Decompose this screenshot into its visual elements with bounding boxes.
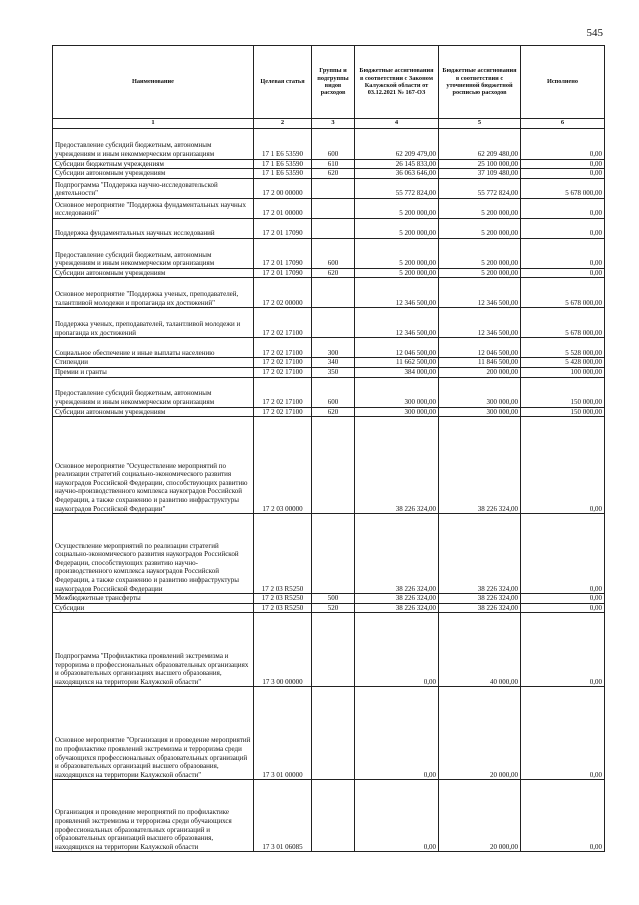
header-groups: Группы и подгруппы видов расходов <box>312 46 355 119</box>
row-target-article: 17 2 03 R5250 <box>254 594 312 604</box>
row-refined-amount: 62 209 480,00 <box>439 128 521 159</box>
row-expense-group: 520 <box>312 603 355 613</box>
row-refined-amount: 11 846 500,00 <box>439 358 521 368</box>
row-name: Предоставление субсидий бюджетным, автономным учреждениям и иным некоммерческим организациям <box>53 238 254 268</box>
table-row <box>53 198 605 218</box>
row-target-article: 17 2 01 17090 <box>254 268 312 278</box>
column-number: 4 <box>355 119 439 129</box>
row-expense-group <box>312 687 355 780</box>
row-refined-amount: 38 226 324,00 <box>439 594 521 604</box>
row-expense-group: 600 <box>312 238 355 268</box>
row-law-amount: 0,00 <box>355 780 439 852</box>
column-number: 5 <box>439 119 521 129</box>
row-refined-amount: 25 100 000,00 <box>439 159 521 169</box>
row-law-amount: 26 145 833,00 <box>355 159 439 169</box>
row-expense-group: 620 <box>312 268 355 278</box>
row-refined-amount: 20 000,00 <box>439 687 521 780</box>
column-number-row <box>53 119 605 129</box>
row-executed-amount: 0,00 <box>521 603 605 613</box>
row-law-amount: 38 226 324,00 <box>355 603 439 613</box>
row-name: Субсидии бюджетным учреждениям <box>53 159 254 169</box>
row-refined-amount: 38 226 324,00 <box>439 603 521 613</box>
row-expense-group: 350 <box>312 367 355 377</box>
row-executed-amount: 0,00 <box>521 128 605 159</box>
table-row <box>53 178 605 198</box>
row-target-article: 17 1 Е6 53590 <box>254 128 312 159</box>
row-executed-amount: 0,00 <box>521 159 605 169</box>
row-refined-amount: 5 200 000,00 <box>439 218 521 238</box>
row-law-amount: 5 200 000,00 <box>355 238 439 268</box>
table-row <box>53 128 605 159</box>
row-executed-amount: 5 678 000,00 <box>521 278 605 308</box>
row-refined-amount: 200 000,00 <box>439 367 521 377</box>
row-executed-amount: 100 000,00 <box>521 367 605 377</box>
row-executed-amount: 5 528 000,00 <box>521 338 605 358</box>
row-target-article: 17 2 02 17100 <box>254 358 312 368</box>
row-refined-amount: 55 772 824,00 <box>439 178 521 198</box>
row-law-amount: 300 000,00 <box>355 377 439 407</box>
row-law-amount: 38 226 324,00 <box>355 417 439 514</box>
table-row <box>53 238 605 268</box>
row-target-article: 17 1 Е6 53590 <box>254 169 312 179</box>
row-expense-group <box>312 514 355 594</box>
row-refined-amount: 37 109 480,00 <box>439 169 521 179</box>
row-target-article: 17 2 03 R5250 <box>254 603 312 613</box>
row-expense-group <box>312 780 355 852</box>
header-row <box>53 46 605 119</box>
row-expense-group <box>312 308 355 338</box>
table-row <box>53 268 605 278</box>
row-refined-amount: 5 200 000,00 <box>439 238 521 268</box>
row-target-article: 17 2 02 17100 <box>254 377 312 407</box>
row-law-amount: 36 063 646,00 <box>355 169 439 179</box>
row-target-article: 17 2 03 00000 <box>254 417 312 514</box>
row-executed-amount: 0,00 <box>521 514 605 594</box>
row-refined-amount: 20 000,00 <box>439 780 521 852</box>
row-name: Стипендии <box>53 358 254 368</box>
table-row <box>53 407 605 417</box>
row-name: Субсидии автономным учреждениям <box>53 407 254 417</box>
header-law: Бюджетные ассигнования в соответствии с Законом Калужской области от 03.12.2021 № 167-ОЗ <box>355 46 439 119</box>
row-refined-amount: 12 046 500,00 <box>439 338 521 358</box>
row-law-amount: 12 046 500,00 <box>355 338 439 358</box>
row-name: Осуществление мероприятий по реализации стратегий социально-экономического развития наукоградов Российской Федерации, способствующих развитию научно-производственного комплекса наукоградов Российской Федерации, а также сохранению и развитию инфраструктуры наукоградов Российской Федерации <box>53 514 254 594</box>
table-row <box>53 159 605 169</box>
row-executed-amount: 0,00 <box>521 780 605 852</box>
row-refined-amount: 300 000,00 <box>439 377 521 407</box>
row-executed-amount: 0,00 <box>521 238 605 268</box>
table-row <box>53 278 605 308</box>
row-name: Межбюджетные трансферты <box>53 594 254 604</box>
row-expense-group: 620 <box>312 169 355 179</box>
row-name: Субсидии автономным учреждениям <box>53 169 254 179</box>
row-executed-amount: 0,00 <box>521 169 605 179</box>
row-expense-group: 600 <box>312 128 355 159</box>
row-expense-group <box>312 198 355 218</box>
row-refined-amount: 300 000,00 <box>439 407 521 417</box>
row-law-amount: 38 226 324,00 <box>355 514 439 594</box>
row-refined-amount: 38 226 324,00 <box>439 417 521 514</box>
column-number: 1 <box>53 119 254 129</box>
row-executed-amount: 0,00 <box>521 687 605 780</box>
column-number: 6 <box>521 119 605 129</box>
row-law-amount: 5 200 000,00 <box>355 198 439 218</box>
row-executed-amount: 150 000,00 <box>521 377 605 407</box>
row-refined-amount: 5 200 000,00 <box>439 198 521 218</box>
table-row <box>53 308 605 338</box>
row-name: Подпрограмма "Поддержка научно-исследовательской деятельности" <box>53 178 254 198</box>
row-law-amount: 300 000,00 <box>355 407 439 417</box>
row-target-article: 17 3 01 06085 <box>254 780 312 852</box>
row-law-amount: 12 346 500,00 <box>355 308 439 338</box>
table-row <box>53 603 605 613</box>
row-expense-group <box>312 178 355 198</box>
table-row <box>53 514 605 594</box>
row-executed-amount: 0,00 <box>521 218 605 238</box>
row-name: Социальное обеспечение и иные выплаты населению <box>53 338 254 358</box>
table-row <box>53 377 605 407</box>
row-expense-group <box>312 278 355 308</box>
row-executed-amount: 0,00 <box>521 417 605 514</box>
row-refined-amount: 38 226 324,00 <box>439 514 521 594</box>
row-expense-group <box>312 417 355 514</box>
table-row <box>53 169 605 179</box>
page-number: 545 <box>586 27 603 39</box>
row-name: Субсидии автономным учреждениям <box>53 268 254 278</box>
table-row <box>53 417 605 514</box>
row-law-amount: 5 200 000,00 <box>355 268 439 278</box>
row-target-article: 17 2 02 00000 <box>254 278 312 308</box>
row-target-article: 17 2 01 17090 <box>254 218 312 238</box>
row-expense-group <box>312 218 355 238</box>
row-name: Поддержка ученых, преподавателей, талантливой молодежи и пропаганда их достижений <box>53 308 254 338</box>
row-name: Премии и гранты <box>53 367 254 377</box>
row-target-article: 17 2 00 00000 <box>254 178 312 198</box>
row-target-article: 17 2 02 17100 <box>254 407 312 417</box>
row-target-article: 17 2 02 17100 <box>254 338 312 358</box>
row-target-article: 17 3 01 00000 <box>254 687 312 780</box>
row-refined-amount: 12 346 500,00 <box>439 278 521 308</box>
row-name: Предоставление субсидий бюджетным, автономным учреждениям и иным некоммерческим организациям <box>53 128 254 159</box>
table-row <box>53 338 605 358</box>
row-name: Предоставление субсидий бюджетным, автономным учреждениям и иным некоммерческим организациям <box>53 377 254 407</box>
table-row <box>53 780 605 852</box>
row-target-article: 17 2 01 17090 <box>254 238 312 268</box>
row-expense-group: 610 <box>312 159 355 169</box>
row-name: Подпрограмма "Профилактика проявлений экстремизма и терроризма в профессиональных образовательных организациях и образовательных организациях высшего образования, находящихся на территории Калужской области" <box>53 613 254 687</box>
row-executed-amount: 0,00 <box>521 594 605 604</box>
row-executed-amount: 0,00 <box>521 613 605 687</box>
row-refined-amount: 12 346 500,00 <box>439 308 521 338</box>
row-expense-group: 340 <box>312 358 355 368</box>
row-name: Основное мероприятие "Организация и проведение мероприятий по профилактике проявлений экстремизма и терроризма среди обучающихся профессиональных образовательных организаций и образовательных организаций высшего образования, находящихся на территории Калужской области" <box>53 687 254 780</box>
row-expense-group: 500 <box>312 594 355 604</box>
row-expense-group: 620 <box>312 407 355 417</box>
row-target-article: 17 2 02 17100 <box>254 367 312 377</box>
row-law-amount: 62 209 479,00 <box>355 128 439 159</box>
row-target-article: 17 2 02 17100 <box>254 308 312 338</box>
row-target-article: 17 3 00 00000 <box>254 613 312 687</box>
row-refined-amount: 40 000,00 <box>439 613 521 687</box>
row-executed-amount: 150 000,00 <box>521 407 605 417</box>
row-name: Субсидии <box>53 603 254 613</box>
table-row <box>53 367 605 377</box>
table-row <box>53 594 605 604</box>
row-law-amount: 55 772 824,00 <box>355 178 439 198</box>
budget-table <box>52 45 605 852</box>
row-executed-amount: 5 678 000,00 <box>521 308 605 338</box>
row-law-amount: 12 346 500,00 <box>355 278 439 308</box>
row-law-amount: 384 000,00 <box>355 367 439 377</box>
header-target: Целевая статья <box>254 46 312 119</box>
row-expense-group: 600 <box>312 377 355 407</box>
row-law-amount: 11 662 500,00 <box>355 358 439 368</box>
row-name: Основное мероприятие "Поддержка фундаментальных научных исследований" <box>53 198 254 218</box>
header-name: Наименование <box>53 46 254 119</box>
table-row <box>53 218 605 238</box>
row-target-article: 17 2 03 R5250 <box>254 514 312 594</box>
row-executed-amount: 5 678 000,00 <box>521 178 605 198</box>
header-refined: Бюджетные ассигнования в соответствии с уточненной бюджетной росписью расходов <box>439 46 521 119</box>
row-expense-group <box>312 613 355 687</box>
row-law-amount: 5 200 000,00 <box>355 218 439 238</box>
column-number: 3 <box>312 119 355 129</box>
row-executed-amount: 5 428 000,00 <box>521 358 605 368</box>
row-law-amount: 0,00 <box>355 613 439 687</box>
row-name: Поддержка фундаментальных научных исследований <box>53 218 254 238</box>
column-number: 2 <box>254 119 312 129</box>
row-law-amount: 0,00 <box>355 687 439 780</box>
row-name: Основное мероприятие "Поддержка ученых, преподавателей, талантливой молодежи и пропаганда их достижений" <box>53 278 254 308</box>
table-row <box>53 687 605 780</box>
row-executed-amount: 0,00 <box>521 198 605 218</box>
row-name: Организация и проведение мероприятий по профилактике проявлений экстремизма и терроризма среди обучающихся профессиональных образовательных организаций и образовательных организаций высшего образования, находящихся на территории Калужской области <box>53 780 254 852</box>
row-executed-amount: 0,00 <box>521 268 605 278</box>
row-name: Основное мероприятие "Осуществление мероприятий по реализации стратегий социально-экономического развития наукоградов Российской Федерации, способствующих развитию научно-производственного комплекса наукоградов Российской Федерации, а также сохранению и развитию инфраструктуры наукоградов Российской Федерации" <box>53 417 254 514</box>
row-law-amount: 38 226 324,00 <box>355 594 439 604</box>
table-row <box>53 358 605 368</box>
row-target-article: 17 2 01 00000 <box>254 198 312 218</box>
table-row <box>53 613 605 687</box>
row-expense-group: 300 <box>312 338 355 358</box>
header-executed: Исполнено <box>521 46 605 119</box>
row-refined-amount: 5 200 000,00 <box>439 268 521 278</box>
row-target-article: 17 1 Е6 53590 <box>254 159 312 169</box>
